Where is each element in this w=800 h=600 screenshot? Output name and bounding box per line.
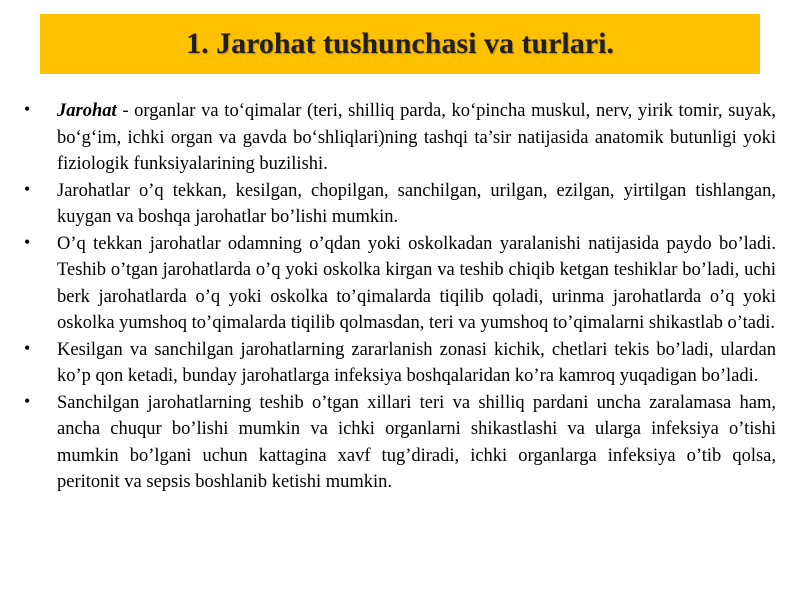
bullet-item <box>24 390 776 496</box>
bullet-text: Kesilgan va sanchilgan jarohatlarning zararlanish zonasi kichik, chetlari tekis bo’ladi, ulardan ko’p qon ketadi, bunday jarohatlarga infeksiya boshqalaridan ko’ra kamroq yuqadigan bo’ladi. <box>57 339 776 386</box>
bullet-icon: • <box>24 390 31 411</box>
bullet-item <box>24 178 776 231</box>
bullet-icon: • <box>24 337 31 358</box>
bullet-icon: • <box>24 178 31 199</box>
bullet-item <box>24 98 776 178</box>
bullet-icon: • <box>24 231 31 252</box>
bullet-text: Sanchilgan jarohatlarning teshib o’tgan xillari teri va shilliq pardani uncha zaralamasa ham, ancha chuqur bo’lishi mumkin va ichki organlarni shikastlashi va ularga infeksiya o’tishi mumkin bo’lgani uchun kattagina xavf tug’diradi, ichki organlarga infeksiya o’tib qolsa, peritonit va sepsis boshlanib ketishi mumkin. <box>57 392 776 492</box>
bullet-list <box>24 98 776 496</box>
bullet-icon: • <box>24 99 31 119</box>
bullet-text: O’q tekkan jarohatlar odamning o’qdan yoki oskolkadan yaralanishi natijasida paydo bo’ladi. Teshib o’tgan jarohatlarda o’q yoki oskolka kirgan va teshib chiqib ketgan teshiklar bo’ladi, uchi berk jarohatlarda o’q yoki oskolka to’qimalarda tiqilib qoladi, urinma jarohatlarda o’q yoki oskolka yumshoq to’qimalarda tiqilib qolmasdan, teri va yumshoq to’qimalarni shikastlab o’tadi. <box>57 233 776 333</box>
title-bar <box>40 14 760 74</box>
slide-title: 1. Jarohat tushunchasi va turlari. <box>186 27 614 60</box>
bullet-item <box>24 231 776 337</box>
bullet-text: Jarohatlar o’q tekkan, kesilgan, chopilgan, sanchilgan, urilgan, ezilgan, yirtilgan tishlangan, kuygan va boshqa jarohatlar bo’lishi mumkin. <box>57 180 776 227</box>
bullet-text: - organlar va to‘qimalar (teri, shilliq parda, ko‘pincha muskul, nerv, yirik tomir, suyak, bo‘g‘im, ichki organ va gavda bo‘shliqlari)ning tashqi ta’sir natijasida anatomik butunligi yoki fiziologik funksiyalarining buzilishi. <box>57 101 776 174</box>
bullet-item <box>24 337 776 390</box>
term-jarohat: Jarohat <box>57 101 117 121</box>
